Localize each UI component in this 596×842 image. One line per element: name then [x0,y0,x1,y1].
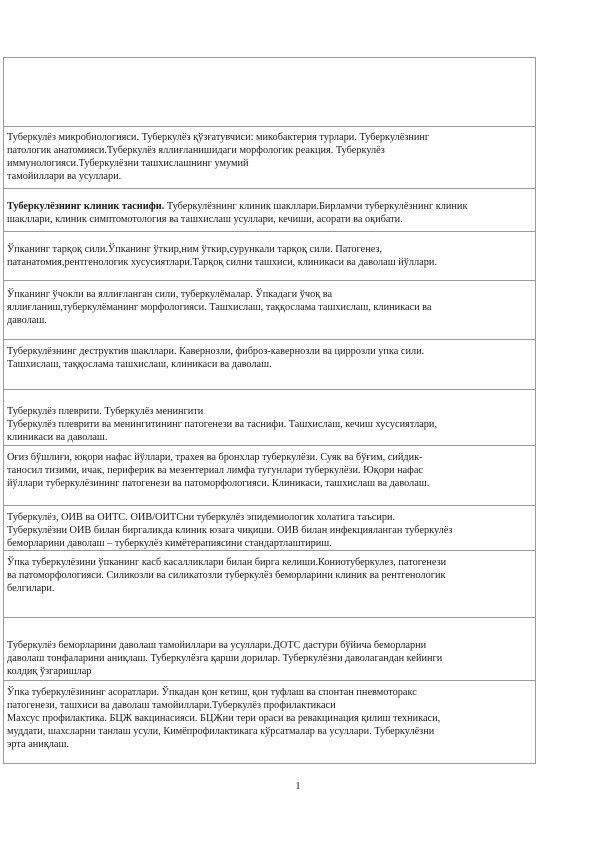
table-row-destructive [3,340,536,390]
table-row-empty [3,58,536,127]
row-text-line: беморларини даволаш – туберкулёз кимётерапиясини стандартлаштириш. [7,538,332,549]
row-text-line: Туберкулёзни ОИВ билан биргаликда клиник юзага чиқиши. ОИВ билан инфекцияланган туберкулёз [7,525,453,536]
table-row-focal [3,281,536,340]
row-text-line: Ўпканинг ўчокли ва яллиғланган сили, туберкулёмалар. Ўпкадаги ўчоқ ва [7,289,333,300]
row-text-line: Махсус профилактика. БЦЖ вакцинасияси. БЦЖни тери ораси ва ревакцинация қилиш техникаси, [7,713,441,724]
row-text-line: Ўпка туберкулёзининг асоратлари. Ўпкадан қон кетиш, қон туфлаш ва спонтан пневмоторакс [7,687,417,698]
row-text-line: патогенези, ташхиси ва даволаш тамойиллари.Туберкулёз профилактикаси [7,700,336,711]
row-text-line: шакллари, клиник симптомотология ва ташхислаш усуллари, кечиши, асорати ва оқибати. [7,214,403,225]
row-text-line: яллиғланиш,туберкулёманинг морфологияси. Ташхислаш, таққослама ташхислаш, клиникаси ва [7,302,432,313]
row-text-line: Туберкулёз беморларини даволаш тамойиллари ва усуллари.ДОТС дастури бўйича беморларни [7,640,427,651]
row-text-line: Туберкулёзнинг деструктив шакллари. Кавернозли, фиброз-кавернозли ва циррозли упка сили. [7,346,425,357]
table-row-complications [3,681,536,764]
table-row-occupational [3,551,536,618]
row-text-line: Туберкулёз микробиологияси. Туберкулёз қўзғатувчиси: микобактерия турлари. Туберкулёзнинг [7,132,430,143]
row-text-line: Ташхислаш, таққослама ташхислаш, клиникаси ва даволаш. [7,359,272,370]
row-text-line: ва патоморфологияси. Силикозли ва силикатозли туберкулёз беморларини клиник ва рентгенологик [7,570,446,581]
table-row-classification [3,189,536,232]
row-text-line: Ўпканинг тарқоқ сили.Ўпканинг ўткир,ним ўткир,сурункали тарқоқ сили. Патогенез, [7,244,383,255]
table-row-pleurisy [3,390,536,446]
row-text-line: Туберкулёз плеврити ва менингитининг патогенези ва таснифи. Ташхислаш, кечиш хусусиятлари, [7,419,438,430]
table-row-hiv [3,506,536,551]
table-row-disseminated [3,232,536,281]
row-text-line: патанатомия,рентгенологик хусусиятлари.Тарқоқ силни ташхиси, клиникаси ва даволаш йўллари. [7,257,437,268]
row-text-line [7,200,532,213]
row-text-rest: Туберкулёзнинг клиник шакллари.Бирламчи туберкулёзнинг клиник [164,201,468,212]
row-text-line: клиникаси ва даволаш. [7,432,108,443]
row-text-line: Туберкулёз, ОИВ ва ОИТС. ОИВ/ОИТСни туберкулёз эпидемиологик холатига таъсири. [7,512,396,523]
row-text-line: колдиқ ўзгаришлар [7,666,92,677]
row-text-line: йўллари туберкулёзининг патогенези ва патоморфологияси. Клиникаси, ташхислаш ва даволаш. [7,478,430,489]
row-text-line: даволаш тонфаларини аниқлаш. Туберкулёзга қарши дорилар. Туберкулёзни даволагандан кейинги [7,653,443,664]
row-text-line: Туберкулёз плеврити. Туберкулёз менингити [7,406,204,417]
row-text-line: Ўпка туберкулёзини ўпканинг касб касалликлари билан бирга келиши.Кониотуберкулез, патогенези [7,557,447,568]
table-row-extrapulmonary [3,446,536,506]
row-text-line: муддати, шахсларни танлаш усули, Кимёпрофилактикага кўрсатмалар ва усуллари. Туберкулёзни [7,726,435,737]
row-text-line: даволаш. [7,315,47,326]
page-number: 1 [295,781,301,792]
row-text-line: белгилари. [7,583,55,594]
topics-table [3,57,536,764]
row-text-line: иммунологияси.Туберкулёзни ташхислашнинг умумий [7,158,249,169]
row-text-line: таносил тизими, ичак, периферик ва мезентериал лимфа тугунлари туберкулёзи. Юқори нафас [7,465,423,476]
bold-heading: Туберкулёзнинг клиник таснифи. [7,201,165,212]
row-text-line: патологик анатомияси.Туберкулёз яллиғланишидаги морфологик реакция. Туберкулёз [7,145,385,156]
table-row-microbiology [3,127,536,189]
table-row-treatment [3,618,536,681]
row-text-line: эрта аниқлаш. [7,739,70,750]
row-text-line: тамойиллари ва усуллари. [7,171,122,182]
row-text-line: Оғиз бўшлиғи, юқори нафас йўллари, трахея ва бронхлар туберкулёзи. Суяк ва бўғим, сийдик- [7,452,423,463]
